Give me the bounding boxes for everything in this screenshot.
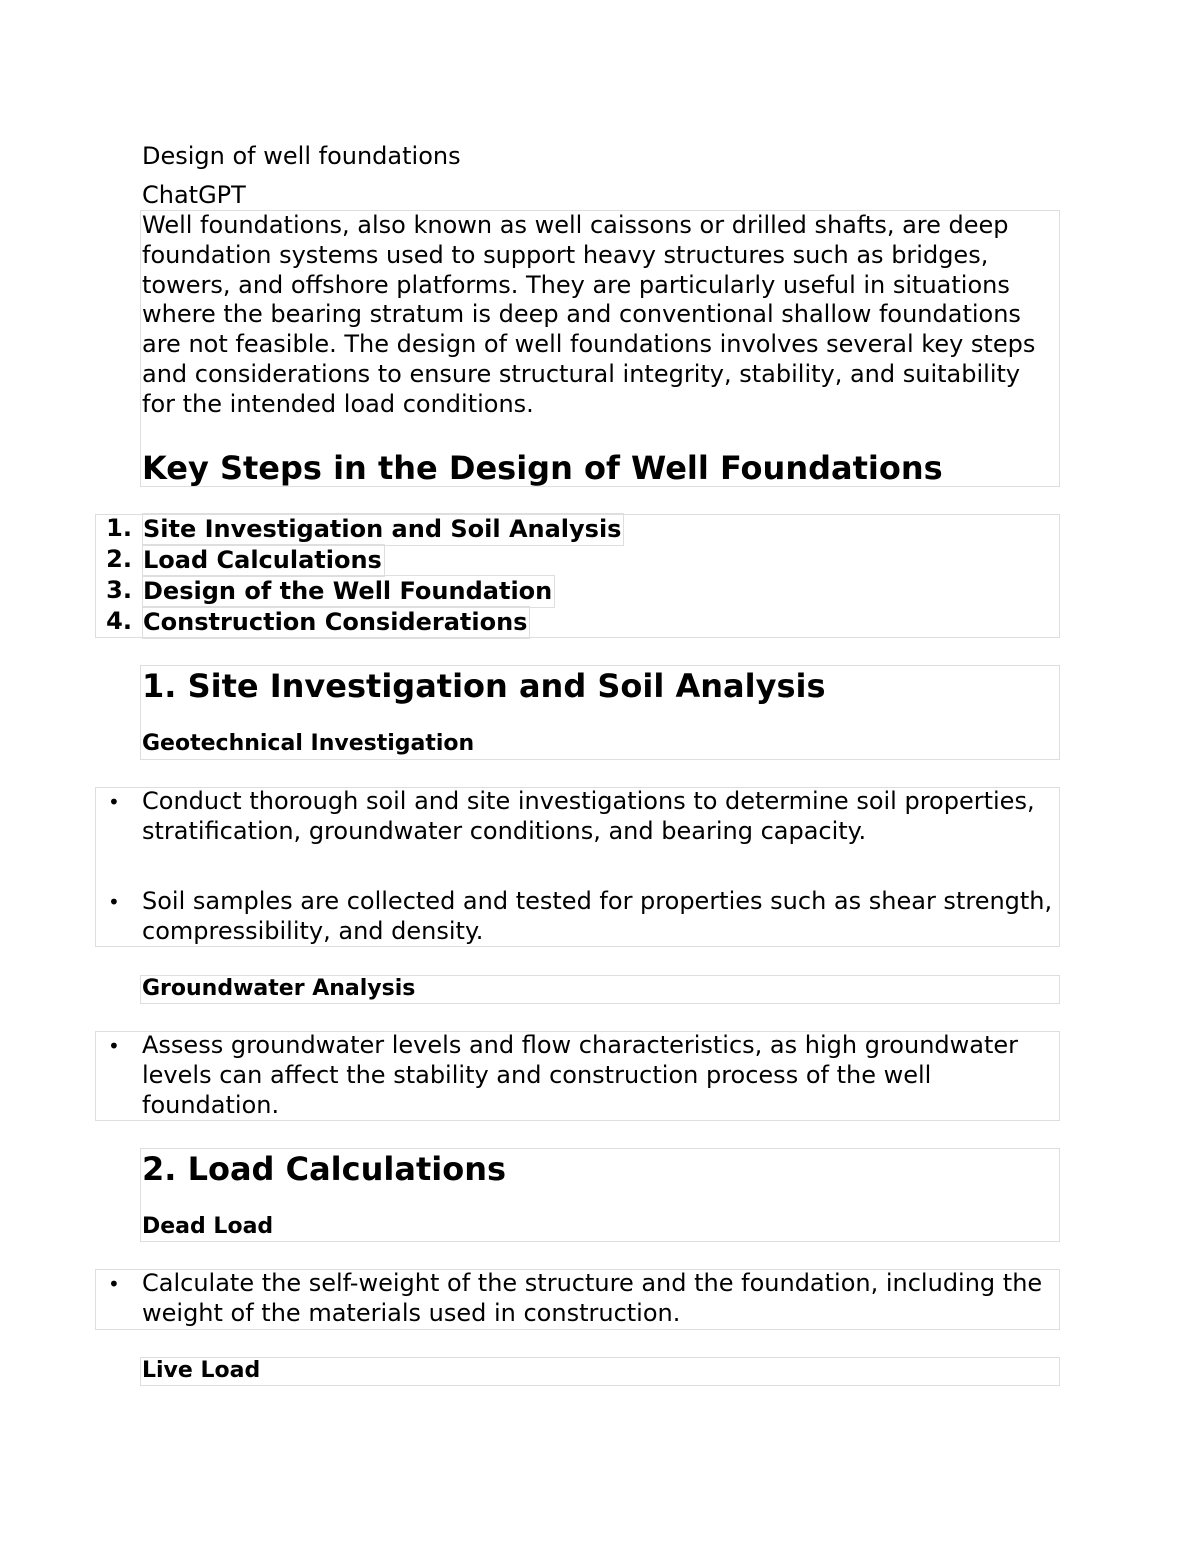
list-item [0, 575, 1200, 606]
list-item [96, 1269, 1056, 1330]
list-item [96, 787, 1056, 879]
list-number: 2. [106, 545, 132, 573]
toc-link-site-investigation[interactable]: Site Investigation and Soil Analysis [142, 513, 624, 546]
live-load-heading-block [140, 1357, 1060, 1386]
bullet-text: Calculate the self-weight of the structure and the foundation, including the weight of the materials used in construction. [142, 1269, 1043, 1327]
intro-paragraph: Well foundations, also known as well caissons or drilled shafts, are deep foundation systems used to support heavy structures such as bridges, towers, and offshore platforms. They are particularly useful in situations where the bearing stratum is deep and conventional shallow foundations are not feasible. The design of well foundations involves several key steps and considerations to ensure structural integrity, stability, and suitability for the intended load conditions. [142, 211, 1036, 418]
list-number: 1. [106, 514, 132, 542]
document-title: Design of well foundations [142, 142, 461, 170]
list-number: 3. [106, 576, 132, 604]
live-load-heading: Live Load [142, 1358, 261, 1383]
toc-link-construction[interactable]: Construction Considerations [142, 606, 530, 639]
dead-load-heading: Dead Load [142, 1214, 274, 1239]
intro-block [140, 210, 1060, 487]
section-2-heading-block [140, 1148, 1060, 1242]
bullet-icon: • [108, 790, 120, 814]
groundwater-heading-block [140, 975, 1060, 1004]
list-item [0, 544, 1200, 575]
list-number: 4. [106, 607, 132, 635]
author-label: ChatGPT [142, 181, 246, 209]
section-1-heading-block [140, 665, 1060, 760]
geotechnical-heading: Geotechnical Investigation [142, 731, 475, 756]
list-item [0, 513, 1200, 544]
bullet-text: Conduct thorough soil and site investigations to determine soil properties, stratification, groundwater conditions, and bearing capacity. [142, 787, 1035, 845]
bullet-text: Assess groundwater levels and flow characteristics, as high groundwater levels can affect the stability and construction process of the well foundation. [142, 1031, 1019, 1119]
section-1-heading: 1. Site Investigation and Soil Analysis [142, 667, 826, 705]
key-steps-heading: Key Steps in the Design of Well Foundations [142, 449, 943, 487]
bullet-icon: • [108, 1034, 120, 1058]
list-item [0, 606, 1200, 637]
section-2-heading: 2. Load Calculations [142, 1150, 507, 1188]
groundwater-heading: Groundwater Analysis [142, 976, 416, 1001]
bullet-icon: • [108, 890, 120, 914]
list-item [96, 1031, 1056, 1121]
bullet-icon: • [108, 1272, 120, 1296]
bullet-text: Soil samples are collected and tested for properties such as shear strength, compressibility, and density. [142, 887, 1053, 945]
list-item [96, 887, 1056, 947]
toc-link-design-of-well[interactable]: Design of the Well Foundation [142, 575, 555, 608]
toc-link-load-calculations[interactable]: Load Calculations [142, 544, 385, 577]
